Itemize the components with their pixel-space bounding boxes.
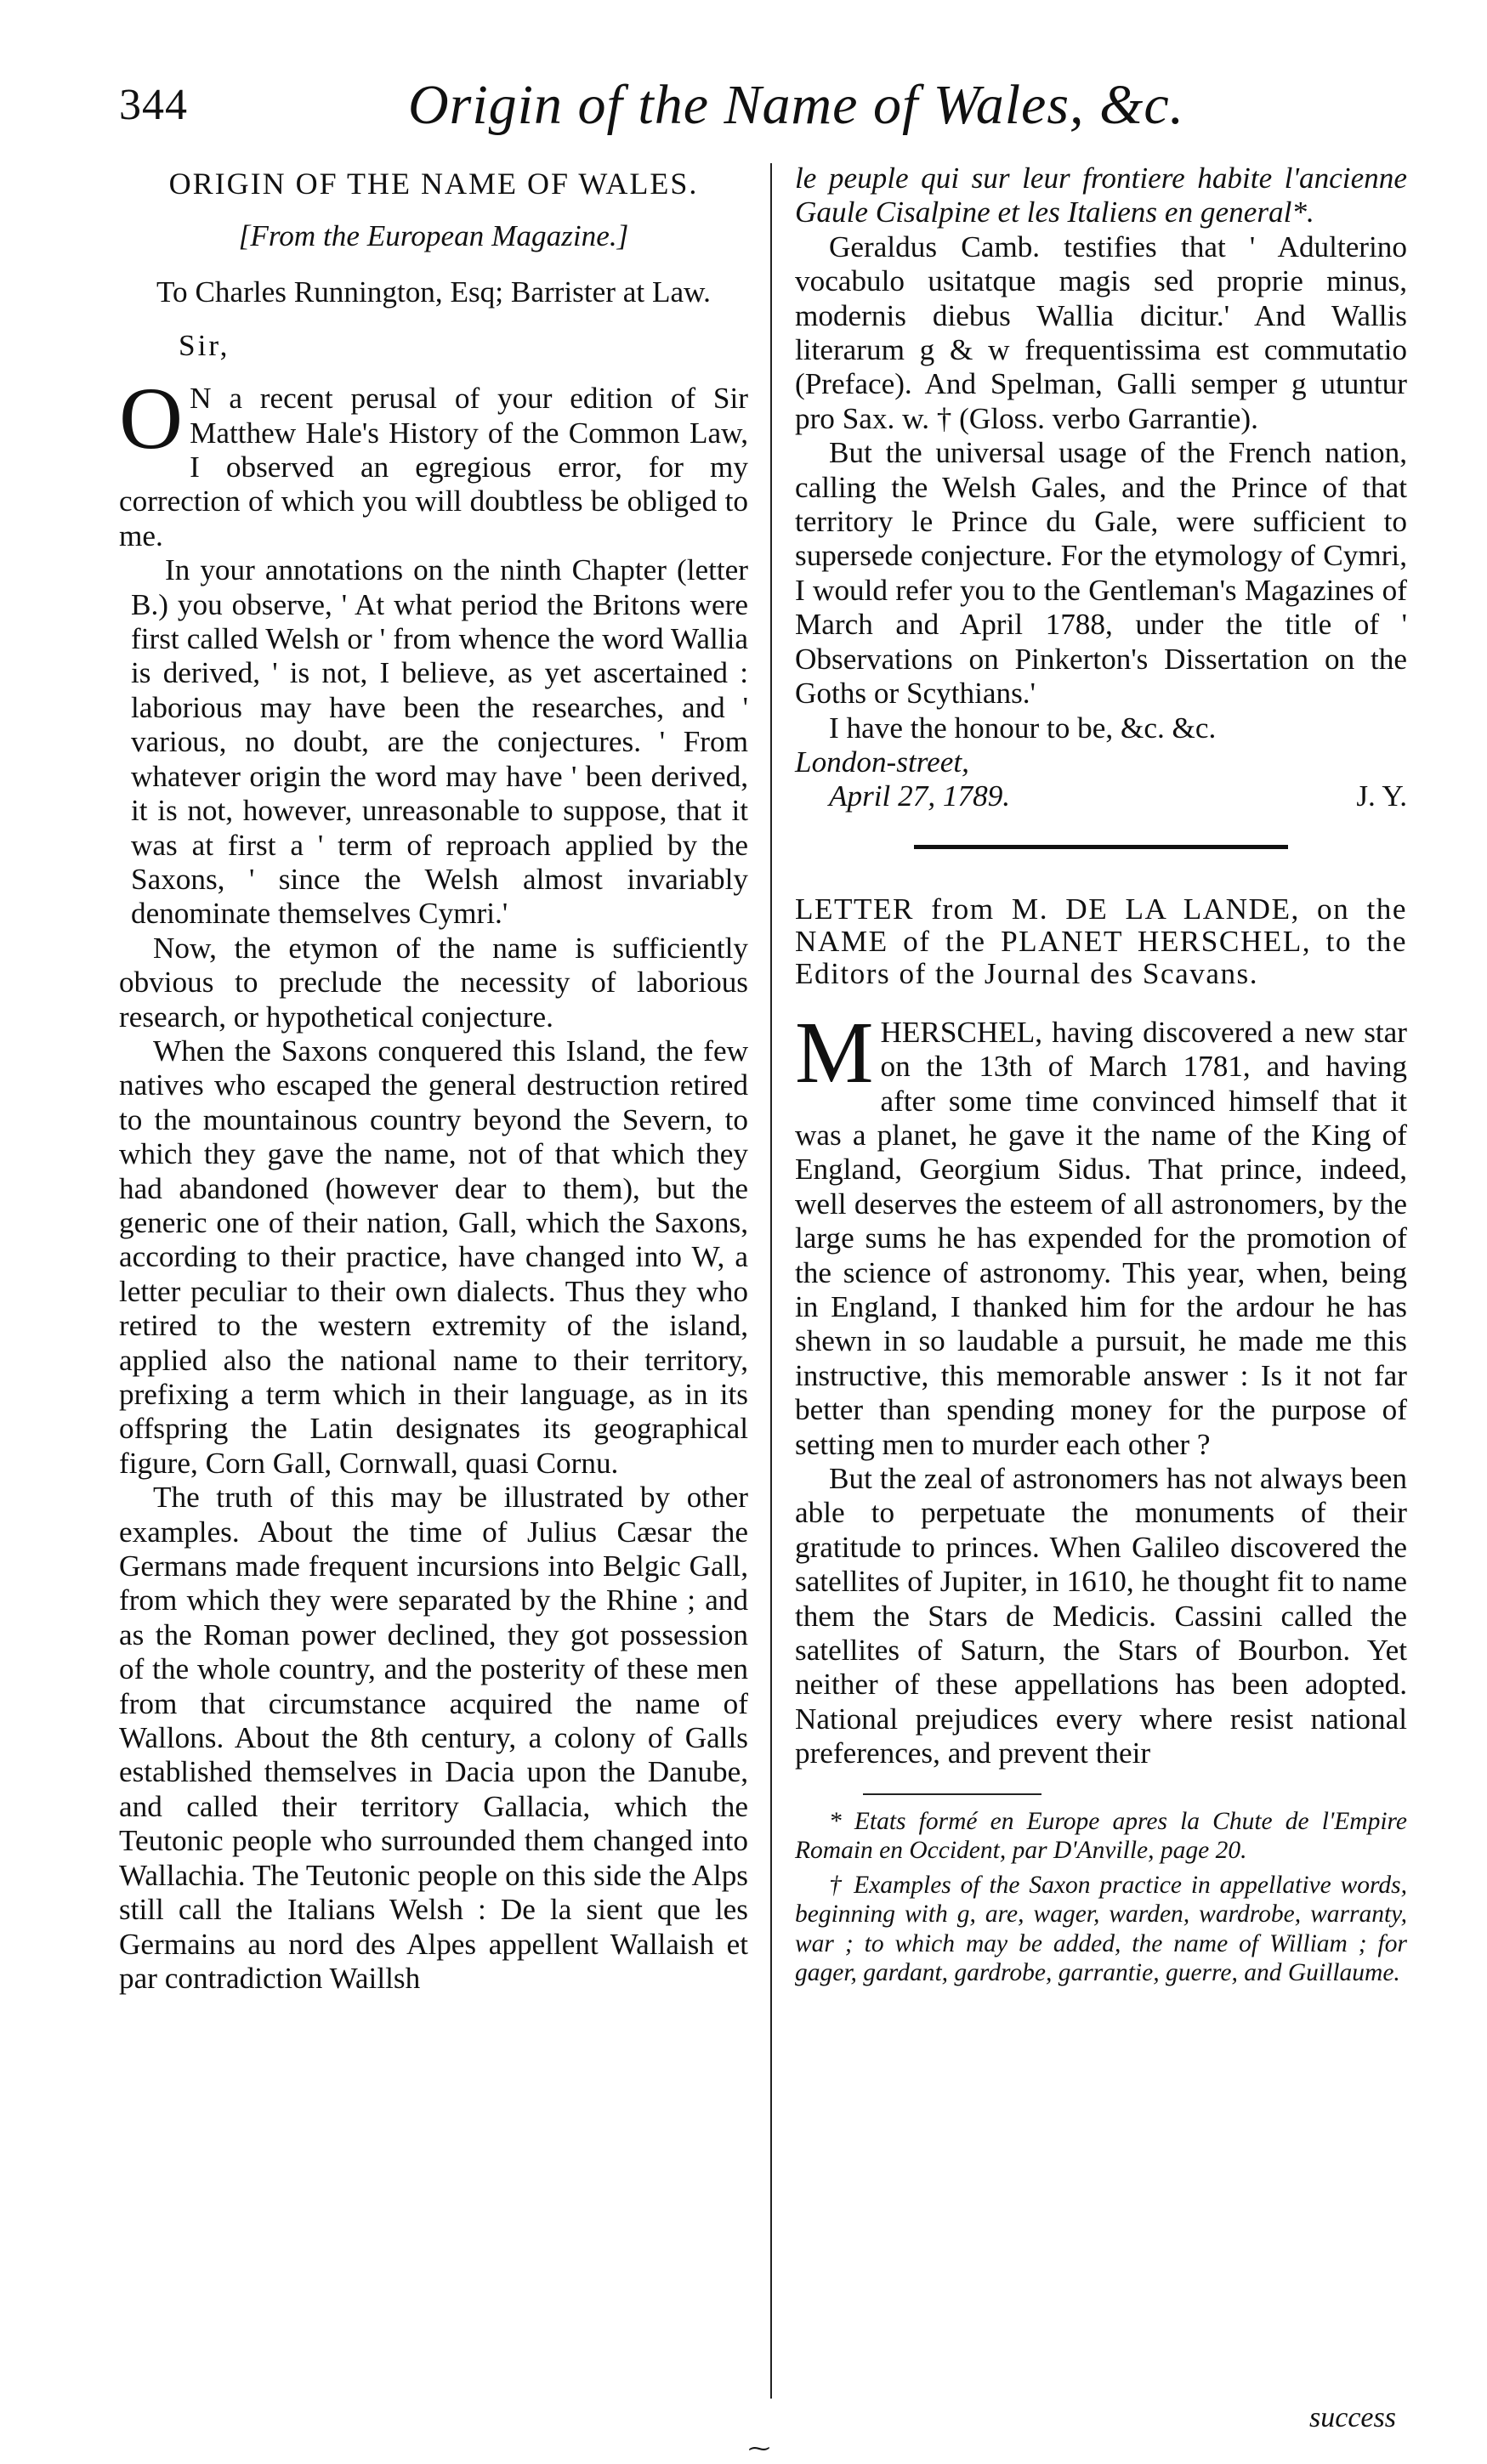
running-title: Origin of the Name of Wales, &c.: [408, 74, 1185, 136]
drop-cap: M: [795, 1003, 874, 1102]
running-head: [119, 73, 1411, 150]
signature: J. Y.: [1356, 779, 1407, 813]
footnote: † Examples of the Saxon practice in appellative words, beginning with g, are, wager, warden, wardrobe, warranty, war ; to which may be added, the name of William ; for gager, gardant, gardrobe, garrantie, guerre, and Guillaume.: [795, 1871, 1407, 1987]
date-signature-line: [795, 779, 1407, 813]
column-divider: [770, 163, 772, 2399]
paragraph-continued: le peuple qui sur leur frontiere habite l'ancienne Gaule Cisalpine et les Italiens en general*.: [795, 161, 1407, 229]
paragraph-giraldus: Geraldus Camb. testifies that ' Adulterino vocabulo usitatque magis sed proprie minus, modernis diebus Wallia dicitur.' And Wallis literarum g & w frequentissima est commutatio (Preface). And Spelman, Galli semper g utuntur pro Sax. w. † (Gloss. verbo Garrantie).: [795, 229, 1407, 435]
right-column: [795, 161, 1407, 1993]
paragraph-examples: The truth of this may be illustrated by other examples. About the time of Julius Cæsar the Germans made frequent incursions into Belgic Gall, from which they were separated by the Rhine ; and as the Roman power declined, they got possession of the whole country, and the posterity of these men from that circumstance acquired the name of Wallons. About the 8th century, a colony of Galls established themselves in Dacia upon the Danube, and called their territory Gallacia, which the Teutonic people who surrounded them changed into Wallachia. The Teutonic people on this side the Alps still call the Italians Welsh : De la sient que les Germains au nord des Alpes appellent Wallaish et par contradiction Waillsh: [119, 1481, 748, 1995]
letter-heading: LETTER from M. DE LA LANDE, on the NAME of the PLANET HERSCHEL, to the Editors of the Journal des Scavans.: [795, 892, 1407, 990]
paragraph-text: N a recent perusal of your edition of Sir Matthew Hale's History of the Common Law, I observed an egregious error, for my correction of which you will doubtless be obliged to me.: [119, 382, 748, 552]
paragraph-text: HERSCHEL, having discovered a new star on the 13th of March 1781, and having after some time convinced himself that it was a planet, he gave it the name of the King of England, Georgium Sidus. That prince, indeed, well deserves the esteem of all astronomers, by the large sums he has expended for the promotion of the science of astronomy. This year, when, being in England, I thanked him for the ardour he has shewn in so laudable a pursuit, he made me this instructive, this memorable answer : Is it not far better than spending money for the purpose of setting men to murder each other ?: [795, 1015, 1407, 1461]
article-heading: ORIGIN OF THE NAME OF WALES.: [168, 167, 699, 201]
salutation: Sir,: [179, 328, 230, 362]
left-column: [119, 161, 748, 1996]
paragraph-etymon: Now, the etymon of the name is sufficiently obvious to preclude the necessity of laborious research, or hypothetical conjecture.: [119, 931, 748, 1034]
paragraph-saxons: When the Saxons conquered this Island, the few natives who escaped the general destruction retired to the mountainous country beyond the Severn, to which they gave the name, not of that which they had abandoned (however dear to them), but the generic one of their nation, Gall, which the Saxons, according to their practice, have changed into W, a letter peculiar to their own dialects. Thus they who retired to the western extremity of the island, applied also the national name to their territory, prefixing a term which in their language, as in its offspring the Latin designates its geographical figure, Corn Gall, Cornwall, quasi Cornu.: [119, 1034, 748, 1480]
paragraph-herschel: [795, 1003, 1407, 1462]
bottom-mark: ⁓: [748, 2436, 770, 2461]
footnote: * Etats formé en Europe apres la Chute de l'Empire Romain en Occident, par D'Anville, page 20.: [795, 1807, 1407, 1865]
source-note: [From the European Magazine.]: [238, 219, 629, 253]
paragraph-annotation-quote: In your annotations on the ninth Chapter (letter B.) you observe, ' At what period the Britons were first called Welsh or ' from whence the word Wallia is derived, ' is not, I believe, as yet ascertained : laborious may have been the researches, and ' various, no doubt, are the conjectures. ' From whatever origin the word may have ' been derived, it is not, however, unreasonable to suppose, that it was at first a ' term of reproach applied by the Saxons, ' since the Welsh almost invariably denominate themselves Cymri.': [131, 553, 748, 931]
paragraph-usage: But the universal usage of the French nation, calling the Welsh Gales, and the Prince of that territory le Prince du Gale, were sufficient to supersede conjecture. For the etymology of Cymri, I would refer you to the Gentleman's Magazines of March and April 1788, under the title of ' Observations on Pinkerton's Dissertation on the Goths or Scythians.': [795, 436, 1407, 711]
paragraph-opening: [119, 370, 748, 553]
paragraph-zeal: But the zeal of astronomers has not always been able to perpetuate the monuments of their gratitude to princes. When Galileo discovered the satellites of Jupiter, in 1610, he thought fit to name them the Stars de Medicis. Cassini called the satellites of Saturn, the Stars of Bourbon. Yet neither of these appellations has been adopted. National prejudices every where resist national preferences, and prevent their: [795, 1462, 1407, 1770]
catchword: success: [1309, 2402, 1396, 2433]
footnote-rule: [863, 1793, 1041, 1795]
letter-date: April 27, 1789.: [829, 779, 1011, 813]
drop-cap: O: [119, 370, 184, 468]
address-line: To Charles Runnington, Esq; Barrister at Law.: [156, 275, 711, 309]
section-rule: [914, 845, 1288, 849]
page-number: 344: [119, 81, 188, 129]
closing-line: I have the honour to be, &c. &c.: [829, 711, 1217, 745]
place-line: London-street,: [795, 745, 969, 779]
